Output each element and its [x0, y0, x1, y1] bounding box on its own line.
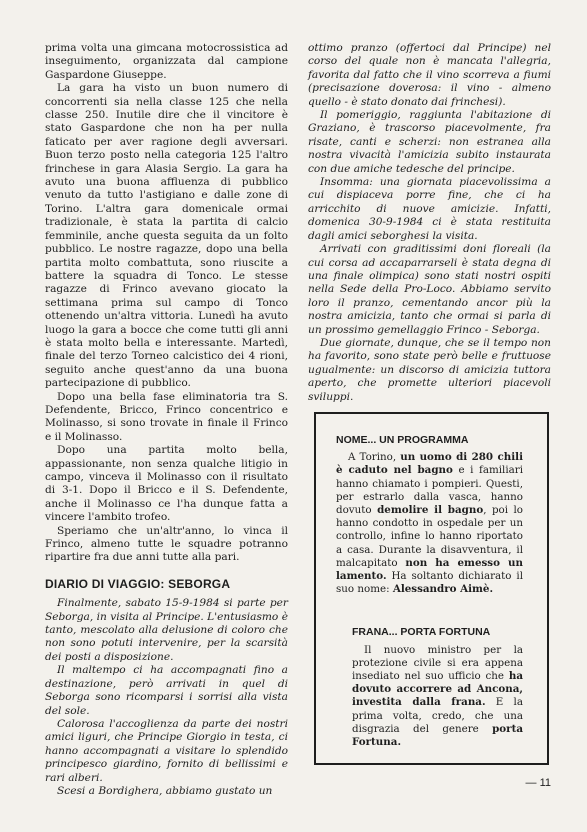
paragraph: Arrivati con graditissimi doni floreali (la cui corsa ad accaparrarseli è stata degna di una finale olimpica) sono stati nostri ospiti nella Sede della Pro-Loco. Abbiamo servito loro il pranzo, cementando ancor più la nostra amicizia, tanto che ormai si parla di un prossimo gemellaggio Frinco - Seborga. [308, 243, 551, 336]
paragraph: Dopo una partita molto bella, appassionante, non senza qualche litigio in campo, vinceva il Molinasso con il risultato di 3-1. Dopo il Bricco e il S. Defendente, anche il Molinasso ce l'ha dunque fatta a vincere l'ambito trofeo. [45, 444, 288, 524]
paragraph: Dopo una bella fase eliminatoria tra S. Defendente, Bricco, Frinco concentrico e Molinasso, si sono trovate in finale il Frinco e il Molinasso. [45, 390, 288, 443]
paragraph: ottimo pranzo (offertoci dal Principe) nel corso del quale non è mancata l'allegria, favorita dal fatto che il vino scorreva a fiumi (precisazione doverosa: il vino - almeno quello - è stato donato dai frinchesi). [308, 42, 551, 108]
paragraph: Scesi a Bordighera, abbiamo gustato un [57, 784, 273, 797]
box-title: NOME... UN PROGRAMMA [336, 433, 469, 446]
paragraph: La gara ha visto un buon numero di concorrenti sia nella classe 125 che nella classe 250. Inutile dire che il vincitore è stato Gaspardone che non ha per nulla faticato per aver ragione degli avversari. Buon terzo posto nella categoria 125 l'altro frinchese in gara Alasia Sergio. La gara ha avuto una buona affluenza di pubblico venuto da tutto l'astigiano e dalle zone di Torino. L'altra gara domenicale ormai tradizionale, è stata la partita di calcio femminile, anche questa seguita da un folto pubblico. Le nostre ragazze, dopo una bella partita molto combattuta, sono riuscite a battere la squadra di Tonco. Le stesse ragazze di Frinco avevano giocato la settimana prima sul campo di Tonco ottenendo un'altra vittoria. Lunedì ha avuto luogo la gara a bocce che come tutti gli anni è stata molto bella e interessante. Martedì, finale del terzo Torneo calcistico dei 4 rioni, seguito anche quest'anno da una buona partecipazione di pubblico. [45, 82, 288, 390]
box-paragraph: A Torino, un uomo di 280 chili è caduto nel bagno e i familiari hanno chiamato i pompieri. Questi, per estrarlo dalla vasca, hanno dovuto demolire il bagno, poi lo hanno condotto in ospedale per un controllo, infine lo hanno riportato a casa. Durante la disavventura, il malcapitato non ha emesso un lamento. Ha soltanto dichiarato il suo nome: Alessandro Aimè. [336, 451, 523, 596]
paragraph: Il pomeriggio, raggiunta l'abitazione di Graziano, è trascorso piacevolmente, fra risate, canti e scherzi: non estranea alla nostra vivacità l'amicizia subito instaurata con due amiche tedesche del principe. [308, 109, 551, 175]
travel-diary-continued [308, 42, 551, 404]
page-number: — 11 [525, 777, 551, 789]
section-heading: DIARIO DI VIAGGIO: SEBORGA [45, 576, 231, 591]
travel-diary [45, 597, 288, 798]
paragraph: Il maltempo ci ha accompagnati fino a destinazione, però arrivati in quel di Seborga sono ricomparsi i sorrisi alla vista del sole. [45, 664, 288, 717]
right-column [308, 42, 551, 765]
box-paragraph: Il nuovo ministro per la protezione civile si era appena insediato nel suo ufficio che ha dovuto accorrere ad Ancona, investita dalla frana. E la prima volta, credo, che una disgrazia del genere porta Fortuna. [352, 643, 523, 749]
box-title: FRANA... PORTA FORTUNA [352, 626, 491, 639]
paragraph: Due giornate, dunque, che se il tempo non ha favorito, sono state però belle e fruttuose ugualmente: un discorso di amicizia tuttora aperto, che promette ulteriori piacevoli sviluppi. [308, 336, 551, 403]
news-box [314, 412, 549, 765]
paragraph: Speriamo che un'altr'anno, lo vinca il Frinco, almeno tutte le squadre potranno ripartire fra due anni tutte alla pari. [45, 524, 288, 564]
paragraph: Finalmente, sabato 15-9-1984 si parte per Seborga, in visita al Principe. L'entusiasmo è tanto, mescolato alla delusione di coloro che non sono potuti intervenire, per la scarsità dei posti a disposizione. [45, 597, 288, 663]
left-column [45, 42, 288, 798]
paragraph: Insomma: una giornata piacevolissima a cui dispiaceva porre fine, che ci ha arricchito di nuove amicizie. Infatti, domenica 30-9-1984 ci è stata restituita dagli amici seborghesi la visita. [308, 176, 551, 242]
paragraph: Calorosa l'accoglienza da parte dei nostri amici liguri, che Principe Giorgio in testa, ci hanno accompagnati a visitare lo splendido principesco giardino, fornito di bellissimi e rari alberi. [45, 717, 288, 784]
paragraph: prima volta una gimcana motocrossistica ad inseguimento, organizzata dal campione Gaspardone Giuseppe. [45, 42, 288, 81]
